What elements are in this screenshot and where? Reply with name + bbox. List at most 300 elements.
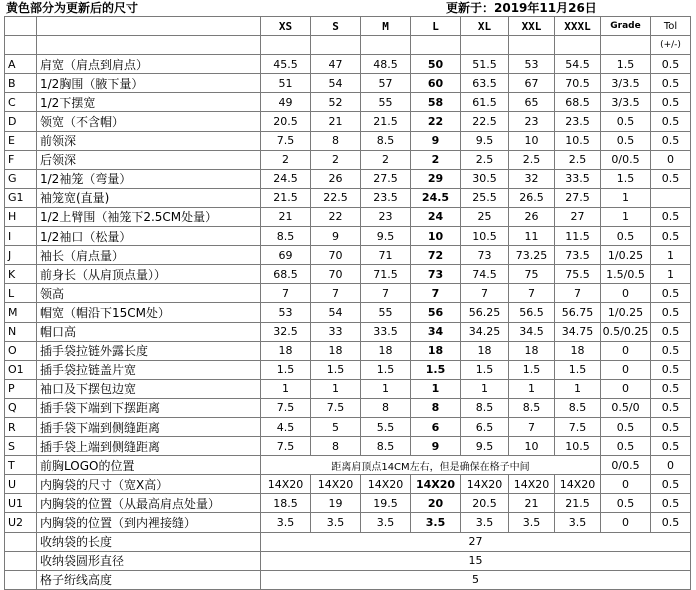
grade-cell: 0.5 xyxy=(601,112,651,131)
row-note: 距离肩顶点14CM左右，但是确保在格子中间 xyxy=(261,456,601,475)
tol-cell: 0.5 xyxy=(651,284,691,303)
table-row xyxy=(5,150,691,169)
size-cell: 8 xyxy=(311,437,361,456)
size-cell: 2 xyxy=(261,150,311,169)
header-size-s: S xyxy=(311,17,361,36)
size-cell: 23 xyxy=(509,112,555,131)
table-row xyxy=(5,322,691,341)
row-code: F xyxy=(5,150,37,169)
size-cell: 7.5 xyxy=(311,398,361,417)
size-cell: 7 xyxy=(411,284,461,303)
size-cell: 70.5 xyxy=(555,74,601,93)
size-cell: 57 xyxy=(361,74,411,93)
grade-cell: 0/0.5 xyxy=(601,456,651,475)
row-code: U xyxy=(5,475,37,494)
size-cell: 1.5 xyxy=(361,360,411,379)
size-cell: 8 xyxy=(411,398,461,417)
size-cell: 56 xyxy=(411,303,461,322)
tol-cell: 0.5 xyxy=(651,379,691,398)
size-cell: 10.5 xyxy=(461,227,509,246)
size-cell: 1.5 xyxy=(261,360,311,379)
tol-cell: 0.5 xyxy=(651,437,691,456)
row-description: 插手袋下端到下摆距离 xyxy=(37,398,261,417)
size-cell: 27.5 xyxy=(361,169,411,188)
header-tol: Tol xyxy=(651,17,691,36)
size-cell: 29 xyxy=(411,169,461,188)
size-cell: 26 xyxy=(311,169,361,188)
size-cell: 18.5 xyxy=(261,494,311,513)
tol-cell: 1 xyxy=(651,265,691,284)
size-cell: 20.5 xyxy=(461,494,509,513)
table-row xyxy=(5,551,691,570)
header-row xyxy=(5,17,691,36)
tol-unit: (+/-) xyxy=(651,36,691,55)
unit-empty xyxy=(261,36,311,55)
size-cell: 8.5 xyxy=(361,437,411,456)
table-row xyxy=(5,227,691,246)
size-cell: 55 xyxy=(361,303,411,322)
table-row xyxy=(5,570,691,589)
size-cell: 60 xyxy=(411,74,461,93)
size-cell: 47 xyxy=(311,55,361,74)
size-cell: 22 xyxy=(411,112,461,131)
size-cell: 33 xyxy=(311,322,361,341)
size-cell: 7 xyxy=(311,284,361,303)
size-cell: 73.25 xyxy=(509,246,555,265)
tol-cell: 0.5 xyxy=(651,112,691,131)
size-cell: 21 xyxy=(509,494,555,513)
size-cell: 10 xyxy=(411,227,461,246)
row-description: 帽宽（帽沿下15CM处） xyxy=(37,303,261,322)
grade-cell: 0.5/0 xyxy=(601,398,651,417)
size-cell: 3.5 xyxy=(509,513,555,532)
size-cell: 73.5 xyxy=(555,246,601,265)
size-cell: 1 xyxy=(411,379,461,398)
grade-cell: 1 xyxy=(601,207,651,226)
tol-cell: 0.5 xyxy=(651,74,691,93)
table-row xyxy=(5,532,691,551)
size-cell: 21.5 xyxy=(361,112,411,131)
size-cell: 3.5 xyxy=(461,513,509,532)
tol-cell: 1 xyxy=(651,246,691,265)
table-row xyxy=(5,93,691,112)
size-cell: 5 xyxy=(311,417,361,436)
row-code xyxy=(5,570,37,589)
size-cell: 7.5 xyxy=(261,398,311,417)
size-cell: 50 xyxy=(411,55,461,74)
size-cell: 54.5 xyxy=(555,55,601,74)
size-cell: 2.5 xyxy=(461,150,509,169)
size-cell: 73 xyxy=(461,246,509,265)
row-description: 收纳袋的长度 xyxy=(37,532,261,551)
row-code: G1 xyxy=(5,188,37,207)
size-cell: 22 xyxy=(311,207,361,226)
row-description: 1/2上臂围（袖笼下2.5CM处量） xyxy=(37,207,261,226)
size-cell: 8.5 xyxy=(261,227,311,246)
row-description: 1/2下摆宽 xyxy=(37,93,261,112)
grade-cell: 3/3.5 xyxy=(601,74,651,93)
grade-cell: 0.5 xyxy=(601,437,651,456)
row-description: 插手袋拉链盖片宽 xyxy=(37,360,261,379)
tol-cell: 0.5 xyxy=(651,417,691,436)
size-cell: 25.5 xyxy=(461,188,509,207)
tol-cell: 0.5 xyxy=(651,360,691,379)
row-description: 插手袋下端到侧缝距离 xyxy=(37,417,261,436)
size-cell: 34.25 xyxy=(461,322,509,341)
tol-cell: 0.5 xyxy=(651,93,691,112)
size-cell: 9 xyxy=(311,227,361,246)
row-code xyxy=(5,532,37,551)
size-cell: 8.5 xyxy=(555,398,601,417)
size-cell: 54 xyxy=(311,74,361,93)
row-description: 内胸袋的位置（从最高肩点处量） xyxy=(37,494,261,513)
row-description: 内胸袋的尺寸（宽X高） xyxy=(37,475,261,494)
tol-cell: 0.5 xyxy=(651,398,691,417)
size-cell: 14X20 xyxy=(411,475,461,494)
row-code: C xyxy=(5,93,37,112)
size-cell: 14X20 xyxy=(509,475,555,494)
size-spec-table xyxy=(4,16,691,590)
size-cell: 6 xyxy=(411,417,461,436)
size-cell: 26.5 xyxy=(509,188,555,207)
table-row xyxy=(5,265,691,284)
tol-cell: 0.5 xyxy=(651,131,691,150)
unit-empty xyxy=(5,36,37,55)
size-cell: 32 xyxy=(509,169,555,188)
size-cell: 71 xyxy=(361,246,411,265)
size-cell: 8.5 xyxy=(361,131,411,150)
size-cell: 51 xyxy=(261,74,311,93)
grade-cell: 1.5/0.5 xyxy=(601,265,651,284)
table-row xyxy=(5,303,691,322)
row-description: 插手袋上端到侧缝距离 xyxy=(37,437,261,456)
size-cell: 67 xyxy=(509,74,555,93)
unit-empty xyxy=(601,36,651,55)
row-description: 内胸袋的位置（到内裡接缝） xyxy=(37,513,261,532)
row-code: Q xyxy=(5,398,37,417)
unit-empty xyxy=(411,36,461,55)
table-row xyxy=(5,284,691,303)
size-cell: 56.25 xyxy=(461,303,509,322)
size-cell: 48.5 xyxy=(361,55,411,74)
grade-cell: 0 xyxy=(601,360,651,379)
table-row xyxy=(5,112,691,131)
grade-cell: 0.5 xyxy=(601,227,651,246)
size-cell: 21.5 xyxy=(261,188,311,207)
row-value: 27 xyxy=(261,532,691,551)
row-code: O xyxy=(5,341,37,360)
size-cell: 18 xyxy=(361,341,411,360)
table-row xyxy=(5,398,691,417)
size-cell: 11.5 xyxy=(555,227,601,246)
table-row xyxy=(5,417,691,436)
table-row xyxy=(5,456,691,475)
size-cell: 7.5 xyxy=(261,437,311,456)
size-cell: 14X20 xyxy=(311,475,361,494)
size-cell: 1.5 xyxy=(311,360,361,379)
header-size-m: M xyxy=(361,17,411,36)
size-cell: 24.5 xyxy=(261,169,311,188)
size-cell: 70 xyxy=(311,265,361,284)
table-row xyxy=(5,475,691,494)
size-cell: 18 xyxy=(261,341,311,360)
size-cell: 2 xyxy=(361,150,411,169)
tol-cell: 0.5 xyxy=(651,322,691,341)
unit-empty xyxy=(361,36,411,55)
header-code xyxy=(5,17,37,36)
unit-empty xyxy=(555,36,601,55)
grade-cell: 0/0.5 xyxy=(601,150,651,169)
size-cell: 51.5 xyxy=(461,55,509,74)
size-cell: 54 xyxy=(311,303,361,322)
grade-cell: 1.5 xyxy=(601,55,651,74)
size-cell: 19.5 xyxy=(361,494,411,513)
size-cell: 7 xyxy=(509,417,555,436)
size-cell: 10 xyxy=(509,131,555,150)
size-cell: 18 xyxy=(461,341,509,360)
size-cell: 7 xyxy=(361,284,411,303)
size-cell: 3.5 xyxy=(411,513,461,532)
size-cell: 1 xyxy=(261,379,311,398)
size-cell: 1.5 xyxy=(555,360,601,379)
row-description: 袖笼宽(直量) xyxy=(37,188,261,207)
size-cell: 61.5 xyxy=(461,93,509,112)
size-cell: 69 xyxy=(261,246,311,265)
size-cell: 21 xyxy=(311,112,361,131)
size-cell: 9.5 xyxy=(361,227,411,246)
size-cell: 21 xyxy=(261,207,311,226)
row-code xyxy=(5,551,37,570)
size-cell: 49 xyxy=(261,93,311,112)
size-cell: 33.5 xyxy=(361,322,411,341)
size-cell: 8 xyxy=(361,398,411,417)
row-code: N xyxy=(5,322,37,341)
size-cell: 34 xyxy=(411,322,461,341)
size-cell: 26 xyxy=(509,207,555,226)
row-code: U1 xyxy=(5,494,37,513)
grade-cell: 1/0.25 xyxy=(601,246,651,265)
row-description: 插手袋拉链外露长度 xyxy=(37,341,261,360)
size-cell: 7.5 xyxy=(555,417,601,436)
tol-cell: 0.5 xyxy=(651,169,691,188)
row-code: G xyxy=(5,169,37,188)
size-cell: 53 xyxy=(509,55,555,74)
row-code: A xyxy=(5,55,37,74)
size-cell: 3.5 xyxy=(555,513,601,532)
row-description: 后领深 xyxy=(37,150,261,169)
header-size-xs: XS xyxy=(261,17,311,36)
header-size-xl: XL xyxy=(461,17,509,36)
size-cell: 9.5 xyxy=(461,131,509,150)
size-cell: 4.5 xyxy=(261,417,311,436)
tol-cell: 0 xyxy=(651,150,691,169)
grade-cell: 1.5 xyxy=(601,169,651,188)
tol-cell: 0.5 xyxy=(651,494,691,513)
table-row xyxy=(5,341,691,360)
tol-cell: 0.5 xyxy=(651,227,691,246)
row-description: 帽口高 xyxy=(37,322,261,341)
row-description: 肩宽（肩点到肩点） xyxy=(37,55,261,74)
grade-cell: 0.5/0.25 xyxy=(601,322,651,341)
grade-cell: 1/0.25 xyxy=(601,303,651,322)
grade-cell: 0 xyxy=(601,475,651,494)
table-row xyxy=(5,494,691,513)
table-row xyxy=(5,74,691,93)
size-cell: 2 xyxy=(311,150,361,169)
grade-cell: 0.5 xyxy=(601,417,651,436)
size-cell: 22.5 xyxy=(311,188,361,207)
size-cell: 19 xyxy=(311,494,361,513)
size-cell: 6.5 xyxy=(461,417,509,436)
grade-cell: 0 xyxy=(601,513,651,532)
size-cell: 18 xyxy=(311,341,361,360)
header-size-xxxl: XXXL xyxy=(555,17,601,36)
row-description: 前领深 xyxy=(37,131,261,150)
size-cell: 1.5 xyxy=(411,360,461,379)
row-code: J xyxy=(5,246,37,265)
size-cell: 71.5 xyxy=(361,265,411,284)
tol-cell: 0.5 xyxy=(651,207,691,226)
size-cell: 27.5 xyxy=(555,188,601,207)
table-row xyxy=(5,131,691,150)
size-cell: 7 xyxy=(509,284,555,303)
size-cell: 75 xyxy=(509,265,555,284)
row-code: S xyxy=(5,437,37,456)
size-cell: 22.5 xyxy=(461,112,509,131)
unit-empty xyxy=(311,36,361,55)
size-cell: 20.5 xyxy=(261,112,311,131)
size-cell: 73 xyxy=(411,265,461,284)
row-description: 领高 xyxy=(37,284,261,303)
row-description: 格子绗线高度 xyxy=(37,570,261,589)
unit-row xyxy=(5,36,691,55)
row-description: 领宽（不含帽） xyxy=(37,112,261,131)
size-cell: 33.5 xyxy=(555,169,601,188)
unit-empty xyxy=(461,36,509,55)
size-cell: 63.5 xyxy=(461,74,509,93)
size-cell: 30.5 xyxy=(461,169,509,188)
row-description: 收纳袋圆形直径 xyxy=(37,551,261,570)
size-cell: 9.5 xyxy=(461,437,509,456)
header-size-l: L xyxy=(411,17,461,36)
size-cell: 14X20 xyxy=(555,475,601,494)
row-description: 1/2胸围（腋下量） xyxy=(37,74,261,93)
size-cell: 75.5 xyxy=(555,265,601,284)
table-row xyxy=(5,188,691,207)
row-value: 5 xyxy=(261,570,691,589)
tol-cell: 0.5 xyxy=(651,55,691,74)
row-code: M xyxy=(5,303,37,322)
update-date: 更新于：2019年11月26日 xyxy=(446,1,597,15)
size-cell: 18 xyxy=(555,341,601,360)
size-cell: 18 xyxy=(509,341,555,360)
size-cell: 23 xyxy=(361,207,411,226)
size-cell: 1.5 xyxy=(509,360,555,379)
row-description: 1/2袖笼（弯量） xyxy=(37,169,261,188)
size-cell: 9 xyxy=(411,131,461,150)
size-cell: 3.5 xyxy=(361,513,411,532)
size-cell: 20 xyxy=(411,494,461,513)
size-cell: 10.5 xyxy=(555,437,601,456)
tol-cell: 0 xyxy=(651,456,691,475)
size-cell: 3.5 xyxy=(261,513,311,532)
size-cell: 1 xyxy=(509,379,555,398)
row-code: O1 xyxy=(5,360,37,379)
grade-cell: 1 xyxy=(601,188,651,207)
grade-cell: 3/3.5 xyxy=(601,93,651,112)
row-value: 15 xyxy=(261,551,691,570)
row-code: D xyxy=(5,112,37,131)
size-cell: 1 xyxy=(361,379,411,398)
size-cell: 56.5 xyxy=(509,303,555,322)
row-description: 前胸LOGO的位置 xyxy=(37,456,261,475)
size-cell: 14X20 xyxy=(261,475,311,494)
size-cell: 70 xyxy=(311,246,361,265)
size-cell: 21.5 xyxy=(555,494,601,513)
grade-cell: 0.5 xyxy=(601,494,651,513)
row-code: H xyxy=(5,207,37,226)
tol-cell: 0.5 xyxy=(651,513,691,532)
size-cell: 1 xyxy=(461,379,509,398)
sheet-title: 黄色部分为更新后的尺寸 xyxy=(6,1,139,15)
grade-cell: 0 xyxy=(601,341,651,360)
size-cell: 10 xyxy=(509,437,555,456)
size-cell: 8 xyxy=(311,131,361,150)
size-cell: 68.5 xyxy=(261,265,311,284)
tol-cell: 0.5 xyxy=(651,303,691,322)
row-code: U2 xyxy=(5,513,37,532)
size-cell: 7 xyxy=(555,284,601,303)
tol-cell: 0.5 xyxy=(651,341,691,360)
table-row xyxy=(5,55,691,74)
size-cell: 74.5 xyxy=(461,265,509,284)
size-cell: 25 xyxy=(461,207,509,226)
row-code: I xyxy=(5,227,37,246)
size-cell: 8.5 xyxy=(461,398,509,417)
header-size-xxl: XXL xyxy=(509,17,555,36)
size-cell: 52 xyxy=(311,93,361,112)
row-description: 前身长（从肩顶点量）） xyxy=(37,265,261,284)
row-code: E xyxy=(5,131,37,150)
tol-cell xyxy=(651,188,691,207)
size-cell: 55 xyxy=(361,93,411,112)
size-cell: 7.5 xyxy=(261,131,311,150)
row-description: 1/2袖口（松量） xyxy=(37,227,261,246)
size-cell: 3.5 xyxy=(311,513,361,532)
size-cell: 7 xyxy=(461,284,509,303)
size-cell: 1 xyxy=(311,379,361,398)
size-cell: 56.75 xyxy=(555,303,601,322)
row-code: P xyxy=(5,379,37,398)
header-grade: Grade xyxy=(601,17,651,36)
size-cell: 23.5 xyxy=(555,112,601,131)
size-cell: 68.5 xyxy=(555,93,601,112)
grade-cell: 0 xyxy=(601,379,651,398)
size-cell: 45.5 xyxy=(261,55,311,74)
row-code: R xyxy=(5,417,37,436)
size-cell: 72 xyxy=(411,246,461,265)
header-desc xyxy=(37,17,261,36)
size-cell: 7 xyxy=(261,284,311,303)
size-cell: 24 xyxy=(411,207,461,226)
size-cell: 8.5 xyxy=(509,398,555,417)
size-cell: 14X20 xyxy=(361,475,411,494)
size-cell: 5.5 xyxy=(361,417,411,436)
table-row xyxy=(5,360,691,379)
row-code: B xyxy=(5,74,37,93)
size-cell: 14X20 xyxy=(461,475,509,494)
table-row xyxy=(5,379,691,398)
